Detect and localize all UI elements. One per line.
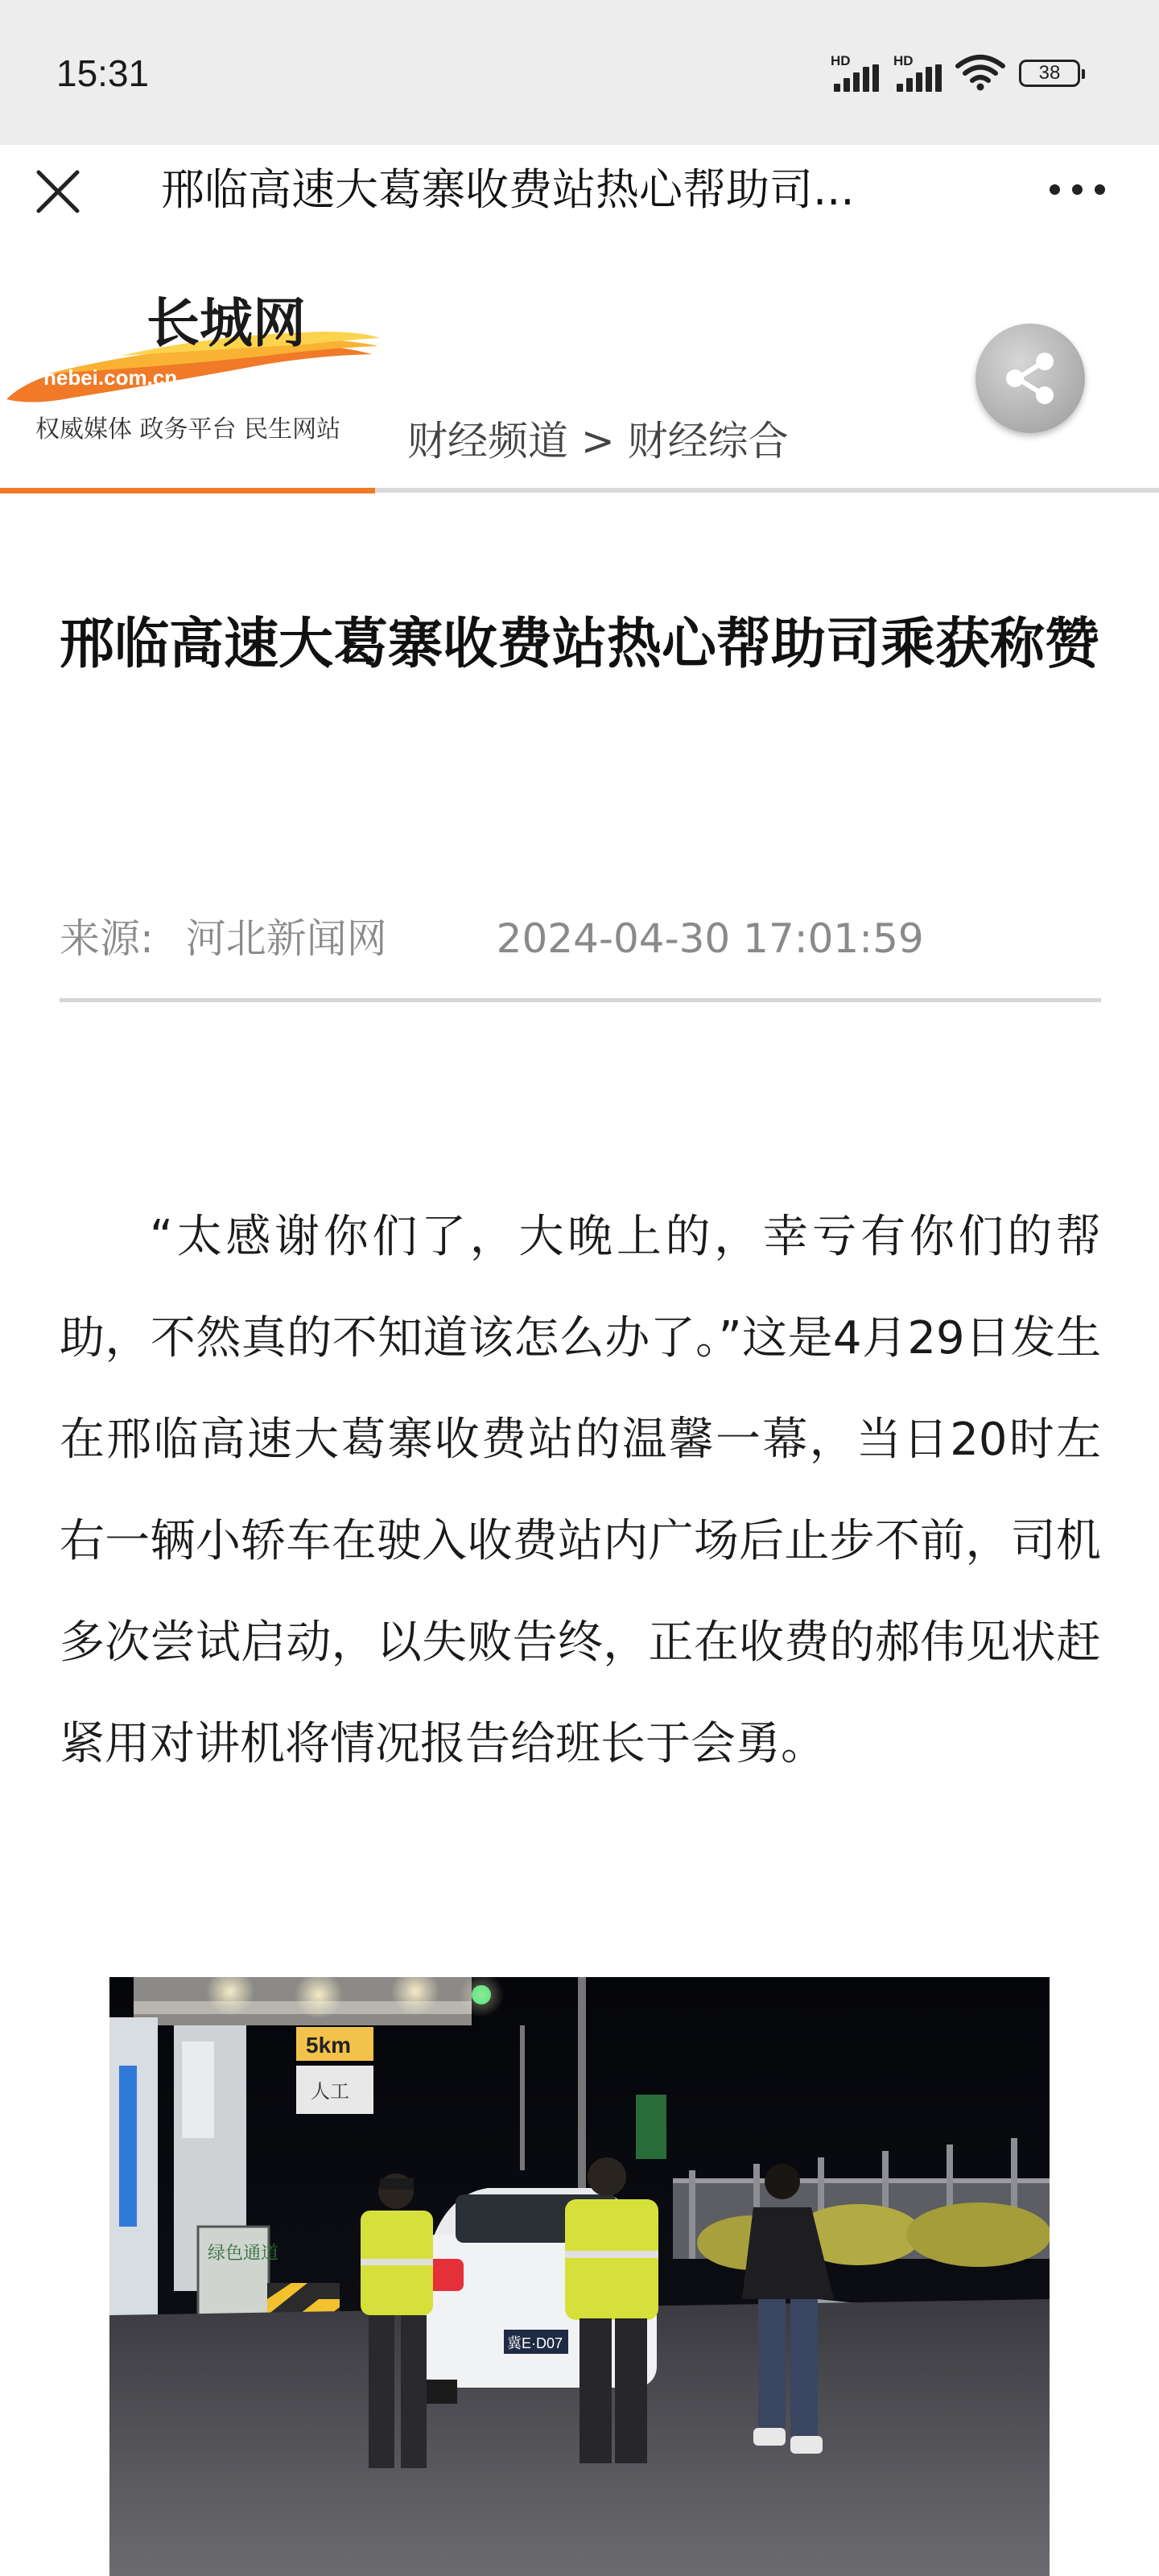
article-meta — [60, 906, 924, 964]
source-label: 来源: — [60, 915, 154, 962]
status-time: 15:31 — [56, 52, 150, 94]
battery-icon: 38 — [1019, 60, 1080, 87]
meta-divider — [60, 998, 1101, 1002]
share-button[interactable] — [975, 324, 1085, 433]
breadcrumb[interactable]: 财经频道 > 财经综合 — [407, 418, 789, 464]
status-bar — [0, 0, 1159, 215]
site-logo[interactable] — [0, 279, 386, 415]
photo-plate: 冀E·D07 — [507, 2335, 563, 2351]
photo-speed-sign: 5km — [306, 2033, 352, 2058]
header-divider-accent — [0, 488, 375, 493]
page-title: 邢临高速大葛寨收费站热心帮助司... — [161, 164, 855, 215]
publish-date: 2024-04-30 17:01:59 — [496, 915, 924, 962]
article-photo[interactable] — [109, 1977, 1050, 2576]
wifi-icon — [955, 53, 1006, 92]
source-name: 河北新闻网 — [185, 915, 387, 962]
close-icon[interactable] — [34, 167, 82, 216]
photo-scene — [109, 1977, 1050, 2576]
signal-hd-label: HD — [893, 53, 914, 68]
article-paragraph: “太感谢你们了，大晚上的，幸亏有你们的帮助，不然真的不知道该怎么办了。”这是4月29日发生在邢临高速大葛寨收费站的温馨一幕，当日20时左右一辆小轿车在驶入收费站内广场后止步不前，司机多次尝试启动，以失败告终，正在收费的郝伟见状赶紧用对讲机将情况报告给班长于会勇。 — [60, 1211, 1101, 1770]
site-header — [0, 256, 1159, 494]
logo-tagline: 权威媒体 政务平台 民生网站 — [35, 415, 341, 444]
photo-manual-sign: 人工 — [311, 2080, 349, 2103]
more-icon[interactable] — [1046, 181, 1111, 197]
logo-text: 长城网 — [146, 291, 306, 354]
share-icon — [1001, 349, 1059, 407]
logo-domain: hebei.com.cn — [43, 365, 178, 390]
photo-lane-sign: 绿色通道 — [208, 2244, 279, 2264]
article-title: 邢临高速大葛寨收费站热心帮助司乘获称赞 — [59, 613, 1099, 676]
signal-hd-label: HD — [831, 53, 851, 68]
